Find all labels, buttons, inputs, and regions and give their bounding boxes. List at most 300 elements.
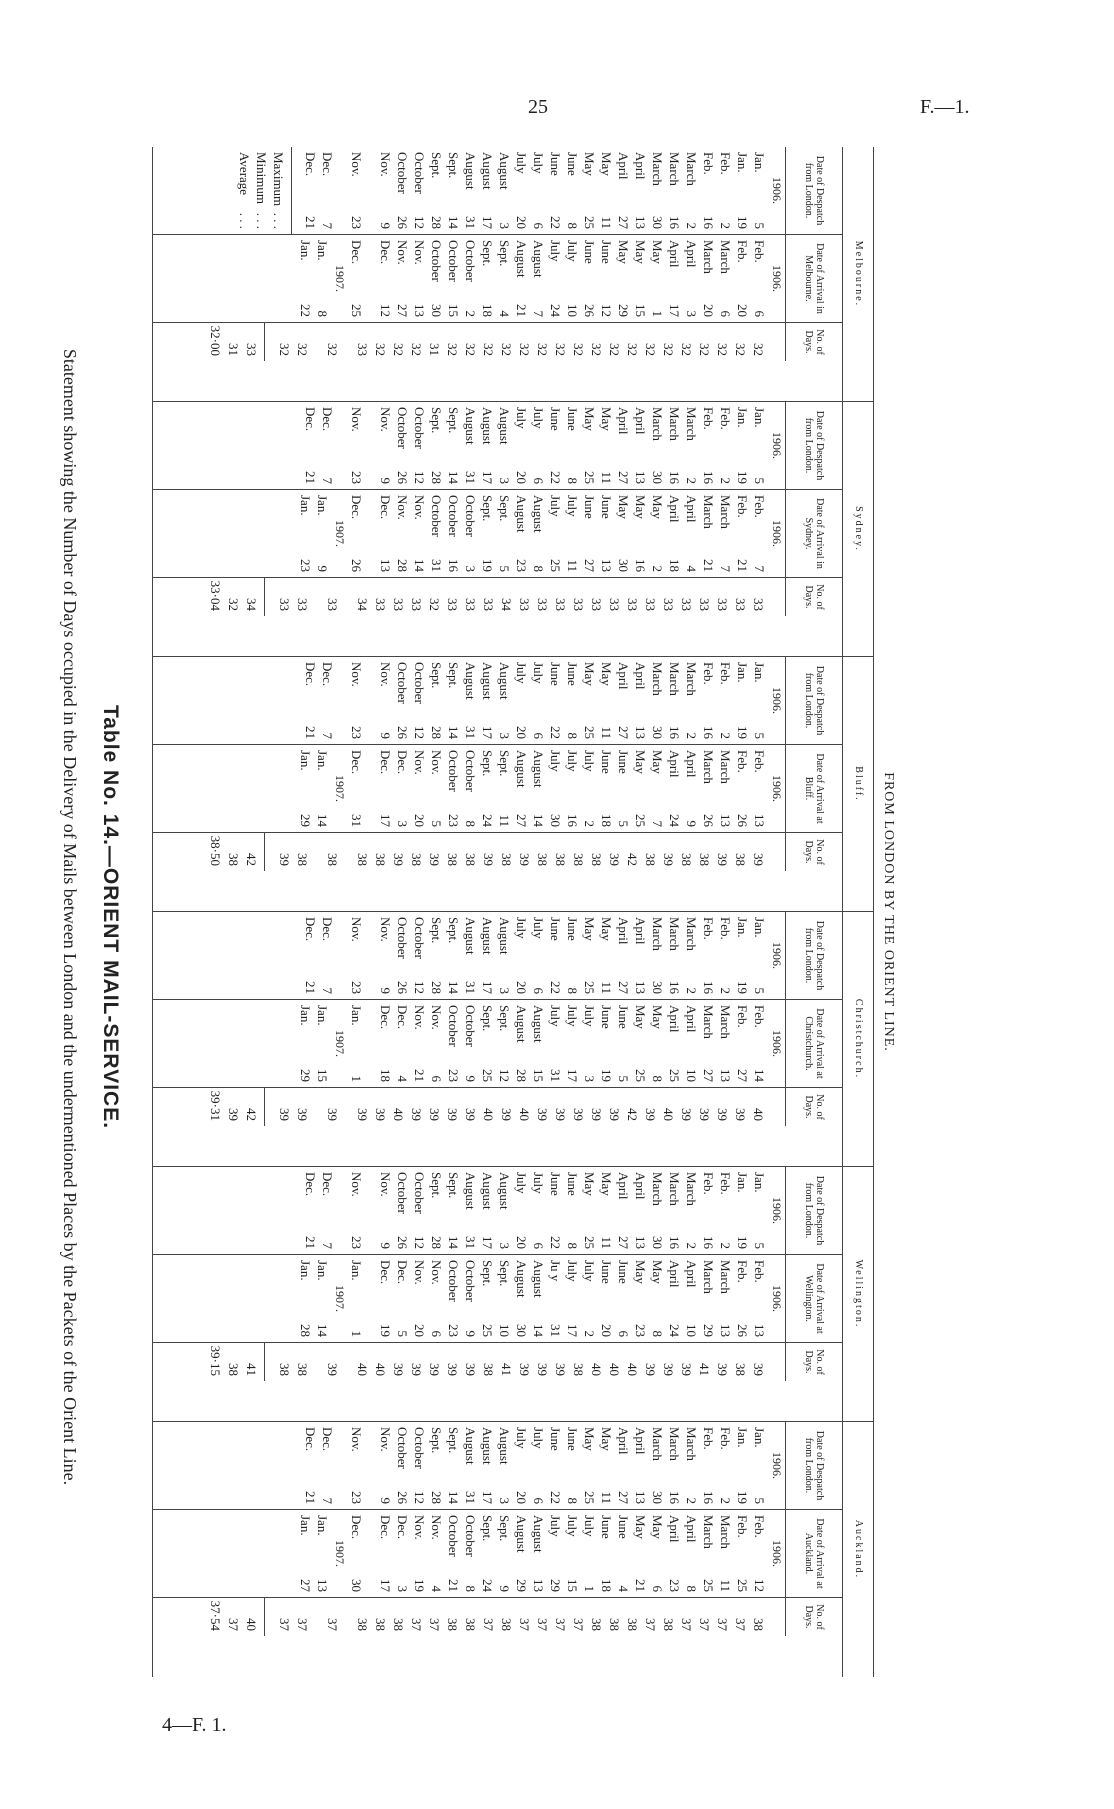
day-text: 17 <box>565 1069 580 1082</box>
days-value: 40 <box>481 1108 496 1121</box>
year-label: 1906. <box>770 687 784 714</box>
arrival-date <box>615 750 632 827</box>
despatch-date <box>598 407 615 484</box>
day-text: 15 <box>565 1579 580 1592</box>
day-text: 23 <box>349 216 364 229</box>
days-value: 42 <box>625 1108 640 1121</box>
place-block-5 <box>153 1422 873 1677</box>
month-text: October <box>446 750 461 792</box>
day-text: 11 <box>565 559 580 572</box>
arrival-date <box>734 750 751 827</box>
arrival-date <box>513 240 530 317</box>
day-text: 11 <box>599 726 614 739</box>
summary-label <box>236 152 253 229</box>
day-text: 21 <box>303 726 318 739</box>
month-text: Jan. <box>735 152 750 173</box>
day-text: 28 <box>429 1236 444 1249</box>
month-text: June <box>582 495 597 519</box>
place-columns <box>153 1167 842 1421</box>
despatch-date <box>615 1427 632 1504</box>
month-text: October <box>395 917 410 959</box>
day-text: 16 <box>701 471 716 484</box>
day-text: 20 <box>514 1236 529 1249</box>
days-value: 32 <box>277 343 292 356</box>
day-text: 8 <box>684 1585 699 1592</box>
day-text: 25 <box>582 1491 597 1504</box>
month-text: October <box>463 1260 478 1302</box>
day-text: 11 <box>599 981 614 994</box>
month-text: July <box>548 750 563 772</box>
arrival-date <box>581 750 598 827</box>
day-text: 1 <box>349 1330 364 1337</box>
month-text: Dec. <box>378 1515 393 1540</box>
month-text: June <box>599 1515 614 1539</box>
arrival-date <box>428 1515 445 1592</box>
days-value: 32 <box>535 343 550 356</box>
month-text: Jan. <box>735 662 750 683</box>
days-value: 38 <box>295 1363 310 1376</box>
month-text: August <box>463 407 478 445</box>
days-value: 32 <box>643 343 658 356</box>
arrival-date <box>394 1260 411 1337</box>
day-text: 12 <box>412 1236 427 1249</box>
days-value: 38 <box>535 853 550 866</box>
day-text: 9 <box>463 1330 478 1337</box>
days-value: 37 <box>733 1618 748 1631</box>
arrival-date <box>394 240 411 317</box>
arrival-date <box>683 750 700 827</box>
month-text: October <box>395 1172 410 1214</box>
day-text: 2 <box>684 732 699 739</box>
despatch-column <box>153 147 842 235</box>
arrival-date <box>547 240 564 317</box>
day-text: 27 <box>616 1236 631 1249</box>
month-text: June <box>599 1260 614 1284</box>
month-text: Feb. <box>752 1260 767 1283</box>
day-text: 14 <box>412 559 427 572</box>
day-text: 20 <box>514 216 529 229</box>
day-text: 11 <box>599 1491 614 1504</box>
day-text: 19 <box>735 726 750 739</box>
month-text: July <box>565 1515 580 1537</box>
day-text: 4 <box>429 1585 444 1592</box>
day-text: 3 <box>582 1075 597 1082</box>
days-value: 41 <box>499 1363 514 1376</box>
despatch-date <box>445 1172 462 1249</box>
month-text: August <box>480 1427 495 1465</box>
days-value: 39 <box>445 1108 460 1121</box>
despatch-date <box>530 407 547 484</box>
month-text: Dec. <box>395 1260 410 1285</box>
day-text: 8 <box>565 222 580 229</box>
year-label: 1907. <box>333 1285 347 1312</box>
place-name: Sydney. <box>842 402 873 656</box>
arrival-date <box>649 495 666 572</box>
arrival-date <box>496 750 513 827</box>
day-text: 2 <box>718 222 733 229</box>
day-text: 7 <box>752 565 767 572</box>
despatch-date <box>547 662 564 739</box>
arrival-date <box>314 750 331 827</box>
arrival-date <box>377 1260 394 1337</box>
day-text: 27 <box>616 471 631 484</box>
arrival-date <box>547 495 564 572</box>
day-text: 6 <box>718 310 733 317</box>
despatch-date <box>377 407 394 484</box>
day-text: 6 <box>531 222 546 229</box>
day-text: 25 <box>480 1324 495 1337</box>
day-text: 24 <box>480 814 495 827</box>
despatch-column <box>153 402 842 490</box>
despatch-date <box>319 1427 336 1504</box>
arrival-header: Date of Arrival at Auckland. <box>785 1510 842 1597</box>
month-text: June <box>599 1005 614 1029</box>
month-text: Dec. <box>378 1005 393 1030</box>
year-label: 1906. <box>770 1540 784 1567</box>
days-value: 38 <box>625 1618 640 1631</box>
day-text: 21 <box>633 1579 648 1592</box>
month-text: April <box>616 917 631 945</box>
day-text: 8 <box>565 477 580 484</box>
days-value: 39 <box>325 1363 340 1376</box>
month-text: Feb. <box>718 1427 733 1450</box>
days-value: 33 <box>517 598 532 611</box>
days-value: 39 <box>643 1108 658 1121</box>
despatch-date <box>598 1427 615 1504</box>
despatch-date <box>734 152 751 229</box>
day-text: 11 <box>497 814 512 827</box>
month-text: March <box>667 152 682 186</box>
year-label: 1906. <box>770 1452 784 1479</box>
days-value: 38 <box>277 1363 292 1376</box>
month-text: Dec. <box>349 1515 364 1540</box>
day-text: 2 <box>684 1242 699 1249</box>
day-text: 19 <box>412 1579 427 1592</box>
day-text: 21 <box>303 1491 318 1504</box>
day-text: 6 <box>616 1330 631 1337</box>
arrival-date <box>598 750 615 827</box>
summary-value: 42 <box>244 853 259 866</box>
days-value: 32 <box>481 343 496 356</box>
despatch-date <box>751 407 768 484</box>
summary-value: 38 <box>226 853 241 866</box>
despatch-date <box>547 917 564 994</box>
month-text: Nov. <box>412 750 427 775</box>
day-text: 21 <box>735 559 750 572</box>
arrival-date <box>547 1515 564 1592</box>
despatch-date <box>734 407 751 484</box>
days-value: 32 <box>499 343 514 356</box>
despatch-date <box>445 1427 462 1504</box>
despatch-date <box>666 1427 683 1504</box>
days-value: 39 <box>409 1108 424 1121</box>
day-text: 17 <box>480 726 495 739</box>
month-text: Dec. <box>303 152 318 177</box>
days-value: 37 <box>679 1618 694 1631</box>
month-text: Feb. <box>752 750 767 773</box>
day-text: 8 <box>565 732 580 739</box>
month-text: Sept. <box>497 750 512 777</box>
month-text: October <box>446 1515 461 1557</box>
month-text: Dec. <box>349 495 364 520</box>
month-text: Dec. <box>320 152 335 177</box>
day-text: 9 <box>378 1497 393 1504</box>
day-text: 18 <box>599 814 614 827</box>
day-text: 7 <box>650 820 665 827</box>
days-column <box>153 833 842 871</box>
days-value: 39 <box>427 1363 442 1376</box>
arrival-date <box>632 1260 649 1337</box>
days-value: 39 <box>295 1108 310 1121</box>
days-value: 40 <box>589 1363 604 1376</box>
day-text: 16 <box>667 1236 682 1249</box>
day-text: 23 <box>667 1579 682 1592</box>
despatch-date <box>598 917 615 994</box>
day-text: 16 <box>701 726 716 739</box>
arrival-date <box>700 750 717 827</box>
month-text: Nov. <box>412 240 427 265</box>
despatch-date <box>445 152 462 229</box>
day-text: 27 <box>735 1069 750 1082</box>
month-text: June <box>616 1260 631 1284</box>
month-text: August <box>463 152 478 190</box>
arrival-date <box>479 750 496 827</box>
day-text: 26 <box>395 981 410 994</box>
month-text: Dec. <box>378 495 393 520</box>
days-value: 33 <box>535 598 550 611</box>
month-text: April <box>616 1172 631 1200</box>
day-text: 7 <box>320 987 335 994</box>
month-text: Dec. <box>303 917 318 942</box>
days-column <box>153 578 842 616</box>
day-text: 8 <box>315 310 330 317</box>
day-text: 7 <box>320 477 335 484</box>
days-value: 33 <box>571 598 586 611</box>
despatch-date <box>632 917 649 994</box>
month-text: Jan. <box>298 1515 313 1536</box>
month-text: Sept. <box>446 152 461 179</box>
day-text: 9 <box>497 1585 512 1592</box>
despatch-date <box>462 1172 479 1249</box>
day-text: 13 <box>633 216 648 229</box>
month-text: April <box>633 152 648 180</box>
arrival-date <box>666 240 683 317</box>
month-text: August <box>531 1005 546 1043</box>
day-text: 18 <box>599 1579 614 1592</box>
despatch-date <box>734 917 751 994</box>
day-text: 6 <box>531 1497 546 1504</box>
days-value: 38 <box>373 1618 388 1631</box>
despatch-date <box>302 407 319 484</box>
month-text: August <box>514 1005 529 1043</box>
month-text: May <box>582 1427 597 1451</box>
month-text: Feb. <box>718 662 733 685</box>
day-text: 29 <box>701 1324 716 1337</box>
day-text: 21 <box>412 1069 427 1082</box>
days-value: 38 <box>679 853 694 866</box>
arrival-date <box>377 1515 394 1592</box>
month-text: August <box>497 152 512 190</box>
arrival-date <box>547 1260 564 1337</box>
arrival-date <box>445 1005 462 1082</box>
month-text: Nov. <box>378 1427 393 1452</box>
day-text: 25 <box>633 814 648 827</box>
summary-value: 32·00 <box>208 325 223 356</box>
despatch-date <box>666 152 683 229</box>
despatch-date <box>751 1172 768 1249</box>
day-text: 27 <box>616 216 631 229</box>
day-text: 23 <box>514 559 529 572</box>
day-text: 8 <box>565 1497 580 1504</box>
day-text: 25 <box>582 216 597 229</box>
arrival-date <box>734 240 751 317</box>
day-text: 13 <box>633 1491 648 1504</box>
month-text: May <box>616 240 631 264</box>
despatch-date <box>530 1427 547 1504</box>
day-text: 25 <box>548 559 563 572</box>
arrival-date <box>530 750 547 827</box>
summary-label-text: Average <box>237 152 252 196</box>
month-text: Sept. <box>446 1427 461 1454</box>
despatch-date <box>513 917 530 994</box>
day-text: 29 <box>298 1069 313 1082</box>
despatch-date <box>394 152 411 229</box>
despatch-date <box>496 1427 513 1504</box>
day-text: 20 <box>514 981 529 994</box>
month-text: March <box>667 662 682 696</box>
days-value: 38 <box>733 853 748 866</box>
arrival-date <box>666 750 683 827</box>
despatch-date <box>394 917 411 994</box>
days-value: 33 <box>277 598 292 611</box>
arrival-date <box>751 1260 768 1337</box>
day-text: 30 <box>650 981 665 994</box>
month-text: Dec. <box>395 1005 410 1030</box>
arrival-date <box>377 240 394 317</box>
days-value: 32 <box>463 343 478 356</box>
arrival-column <box>153 1255 842 1343</box>
arrival-date <box>314 240 331 317</box>
month-text: Nov. <box>412 1260 427 1285</box>
day-text: 18 <box>378 1069 393 1082</box>
days-value: 40 <box>607 1363 622 1376</box>
despatch-date <box>302 1172 319 1249</box>
day-text: 22 <box>548 981 563 994</box>
arrival-date <box>683 1515 700 1592</box>
month-text: August <box>531 240 546 278</box>
month-text: April <box>616 152 631 180</box>
days-value: 38 <box>499 853 514 866</box>
day-text: 9 <box>315 565 330 572</box>
day-text: 31 <box>463 981 478 994</box>
day-text: 17 <box>480 1491 495 1504</box>
month-text: Nov. <box>412 1515 427 1540</box>
arrival-body <box>297 1255 785 1342</box>
despatch-date <box>649 1427 666 1504</box>
month-text: August <box>514 240 529 278</box>
month-text: Jan. <box>752 662 767 683</box>
arrival-date <box>700 1005 717 1082</box>
day-text: 30 <box>548 814 563 827</box>
arrival-date <box>734 1515 751 1592</box>
day-text: 26 <box>395 726 410 739</box>
arrival-date <box>479 1005 496 1082</box>
day-text: 13 <box>599 559 614 572</box>
days-value: 34 <box>499 598 514 611</box>
month-text: Jan. <box>735 1427 750 1448</box>
days-value: 39 <box>391 1363 406 1376</box>
day-text: 18 <box>667 559 682 572</box>
month-text: Jan. <box>752 1172 767 1193</box>
day-text: 9 <box>378 987 393 994</box>
arrival-date <box>751 240 768 317</box>
dots: . . . <box>271 212 286 229</box>
day-text: 2 <box>684 477 699 484</box>
despatch-date <box>513 1427 530 1504</box>
month-text: Jan. <box>735 407 750 428</box>
arrival-date <box>615 495 632 572</box>
month-text: May <box>599 1427 614 1451</box>
summary-label <box>270 152 287 229</box>
day-text: 29 <box>616 304 631 317</box>
arrival-body <box>297 1000 785 1087</box>
days-value: 38 <box>325 853 340 866</box>
day-text: 9 <box>378 1242 393 1249</box>
month-text: Sept. <box>480 1515 495 1542</box>
month-text: March <box>650 1172 665 1206</box>
despatch-date <box>683 1172 700 1249</box>
day-text: 23 <box>298 559 313 572</box>
despatch-date <box>428 1172 445 1249</box>
day-text: 12 <box>412 1491 427 1504</box>
days-value: 32 <box>373 343 388 356</box>
arrival-column <box>153 745 842 833</box>
month-text: Feb. <box>701 407 716 430</box>
days-value: 32 <box>445 343 460 356</box>
days-value: 33 <box>445 598 460 611</box>
arrival-date <box>598 1260 615 1337</box>
days-value: 38 <box>295 853 310 866</box>
month-text: March <box>684 917 699 951</box>
arrival-date <box>479 1515 496 1592</box>
month-text: Feb. <box>701 662 716 685</box>
month-text: Dec. <box>349 240 364 265</box>
arrival-date <box>428 1005 445 1082</box>
days-value: 39 <box>355 1108 370 1121</box>
day-text: 1 <box>650 310 665 317</box>
month-text: August <box>514 1260 529 1298</box>
day-text: 16 <box>667 1491 682 1504</box>
month-text: August <box>463 1427 478 1465</box>
despatch-date <box>615 1172 632 1249</box>
arrival-date <box>564 495 581 572</box>
arrival-date <box>683 1260 700 1337</box>
day-text: 26 <box>349 559 364 572</box>
month-text: May <box>650 1005 665 1029</box>
month-text: Jan. <box>735 1172 750 1193</box>
month-text: March <box>684 152 699 186</box>
month-text: Sept. <box>446 662 461 689</box>
day-text: 8 <box>650 1075 665 1082</box>
day-text: 13 <box>752 1324 767 1337</box>
day-text: 14 <box>446 216 461 229</box>
day-text: 30 <box>650 1236 665 1249</box>
days-value: 39 <box>571 1108 586 1121</box>
day-text: 12 <box>412 471 427 484</box>
despatch-date <box>479 152 496 229</box>
month-text: Nov. <box>349 662 364 687</box>
day-text: 23 <box>349 981 364 994</box>
